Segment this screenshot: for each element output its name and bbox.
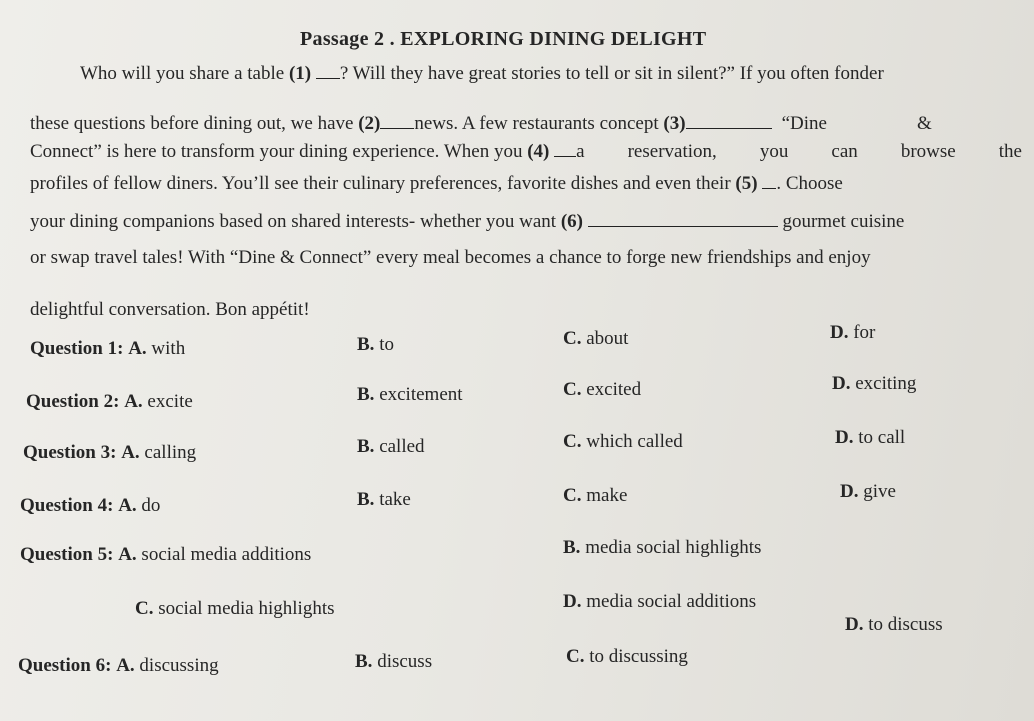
passage-line-5 (30, 210, 1022, 234)
option-letter: A. (128, 338, 147, 359)
option-text: excite (147, 391, 193, 412)
option-text: about (586, 328, 629, 349)
text: your dining companions based on shared interests- whether you want (30, 211, 561, 232)
option-letter: C. (563, 485, 582, 506)
blank-5[interactable] (762, 172, 776, 189)
blank-2[interactable] (380, 112, 414, 129)
option-text: for (853, 322, 876, 343)
option-letter: A. (121, 442, 140, 463)
text: these questions before dining out, we have (30, 113, 359, 134)
option-letter: B. (357, 436, 375, 457)
option-letter: D. (845, 614, 864, 635)
question-4-option-a[interactable] (20, 495, 160, 517)
option-text: discussing (139, 655, 219, 676)
question-2-label: Question 2: (26, 391, 120, 412)
question-1-option-d[interactable] (830, 322, 875, 344)
blank-number-2: (2) (358, 113, 381, 134)
question-3-label: Question 3: (23, 442, 117, 463)
blank-number-5: (5) (735, 173, 758, 194)
option-letter: D. (832, 373, 851, 394)
option-text: to discuss (868, 614, 943, 635)
option-letter: C. (563, 328, 582, 349)
option-text: with (151, 338, 186, 359)
text: ? Will they have great stories to tell or sit in silent?” If you often fonder (339, 63, 884, 84)
option-text: social media additions (141, 544, 312, 565)
question-6-option-b[interactable] (355, 651, 432, 673)
question-5-label: Question 5: (20, 544, 114, 565)
question-3-option-d[interactable] (835, 427, 905, 449)
option-letter: C. (566, 646, 585, 667)
option-letter: C. (563, 431, 582, 452)
question-6-option-a[interactable] (18, 655, 219, 677)
option-letter: D. (835, 427, 854, 448)
option-text: calling (144, 442, 197, 463)
question-4-label: Question 4: (20, 495, 114, 516)
question-3-option-b[interactable] (357, 436, 425, 458)
question-2-option-a[interactable] (26, 391, 193, 413)
option-text: to (379, 334, 394, 355)
text: profiles of fellow diners. You’ll see their culinary preferences, favorite dishes and even their (30, 173, 736, 194)
question-6-option-c[interactable] (566, 646, 688, 668)
text: gourmet cuisine (782, 211, 905, 232)
question-4-option-c[interactable] (563, 485, 627, 507)
option-text: give (863, 481, 896, 502)
option-text: exciting (855, 373, 917, 394)
text: news. A few restaurants concept (414, 113, 664, 134)
option-text: called (379, 436, 425, 457)
question-3-option-c[interactable] (563, 431, 683, 453)
question-4-option-b[interactable] (357, 489, 411, 511)
text: a (576, 141, 585, 162)
text: Who will you share a table (80, 63, 289, 84)
text: “Dine (781, 113, 827, 134)
option-letter: A. (118, 495, 137, 516)
blank-number-1: (1) (288, 63, 312, 84)
option-text: excited (586, 379, 642, 400)
blank-number-4: (4) (527, 141, 550, 162)
text: reservation, (627, 141, 717, 162)
option-letter: D. (830, 322, 849, 343)
blank-6[interactable] (588, 210, 778, 227)
option-letter: C. (135, 598, 154, 619)
question-1-option-a[interactable] (30, 338, 185, 360)
blank-4[interactable] (554, 140, 576, 157)
text: delightful conversation. Bon appétit! (30, 299, 310, 320)
question-5-option-d[interactable] (563, 591, 756, 613)
question-2-option-c[interactable] (563, 379, 641, 401)
option-letter: B. (357, 334, 375, 355)
option-letter: B. (355, 651, 373, 672)
text: browse (900, 141, 956, 162)
question-1-option-b[interactable] (357, 334, 394, 356)
passage-line-1 (80, 62, 1020, 86)
option-text: discuss (377, 651, 433, 672)
option-text: which called (586, 431, 683, 452)
option-letter: A. (124, 391, 143, 412)
text: the (998, 141, 1022, 162)
option-text: social media highlights (158, 598, 335, 619)
option-text: media social additions (586, 591, 757, 612)
blank-number-6: (6) (560, 211, 583, 232)
option-letter: A. (118, 544, 137, 565)
option-text: excitement (379, 384, 463, 405)
text: or swap travel tales! With “Dine & Connect” every meal becomes a chance to forge new friendships and enjoy (30, 247, 871, 268)
passage-line-4 (30, 172, 1022, 196)
option-letter: B. (357, 384, 375, 405)
blank-3[interactable] (686, 112, 772, 129)
question-1-option-c[interactable] (563, 328, 628, 350)
option-text: make (586, 485, 628, 506)
text: . Choose (776, 173, 843, 194)
passage-line-2 (30, 112, 1022, 136)
question-2-option-b[interactable] (357, 384, 463, 406)
option-letter: A. (116, 655, 135, 676)
blank-number-3: (3) (663, 113, 686, 134)
text: & (916, 113, 932, 134)
option-letter: C. (563, 379, 582, 400)
question-1-label: Question 1: (30, 338, 124, 359)
question-3-option-a[interactable] (23, 442, 196, 464)
option-letter: B. (357, 489, 375, 510)
option-text: media social highlights (585, 537, 762, 558)
question-4-option-d[interactable] (840, 481, 896, 503)
option-letter: D. (840, 481, 859, 502)
passage-line-7 (30, 298, 1022, 322)
option-text: to call (858, 427, 906, 448)
option-text: to discussing (589, 646, 688, 667)
passage-title: Passage 2 . EXPLORING DINING DELIGHT (300, 28, 707, 50)
question-2-option-d[interactable] (832, 373, 916, 395)
question-5-option-b[interactable] (563, 537, 761, 559)
question-6-option-d[interactable] (845, 614, 943, 636)
blank-1[interactable] (316, 62, 340, 79)
option-letter: B. (563, 537, 581, 558)
question-5-option-a[interactable] (20, 544, 311, 566)
question-6-label: Question 6: (18, 655, 112, 676)
text: can (831, 141, 858, 162)
passage-line-3 (30, 140, 1022, 164)
option-letter: D. (563, 591, 582, 612)
question-5-option-c[interactable] (135, 598, 335, 620)
text: you (759, 141, 789, 162)
option-text: do (141, 495, 161, 516)
text: Connect” is here to transform your dining experience. When you (30, 141, 528, 162)
option-text: take (379, 489, 411, 510)
passage-line-6 (30, 246, 1022, 270)
